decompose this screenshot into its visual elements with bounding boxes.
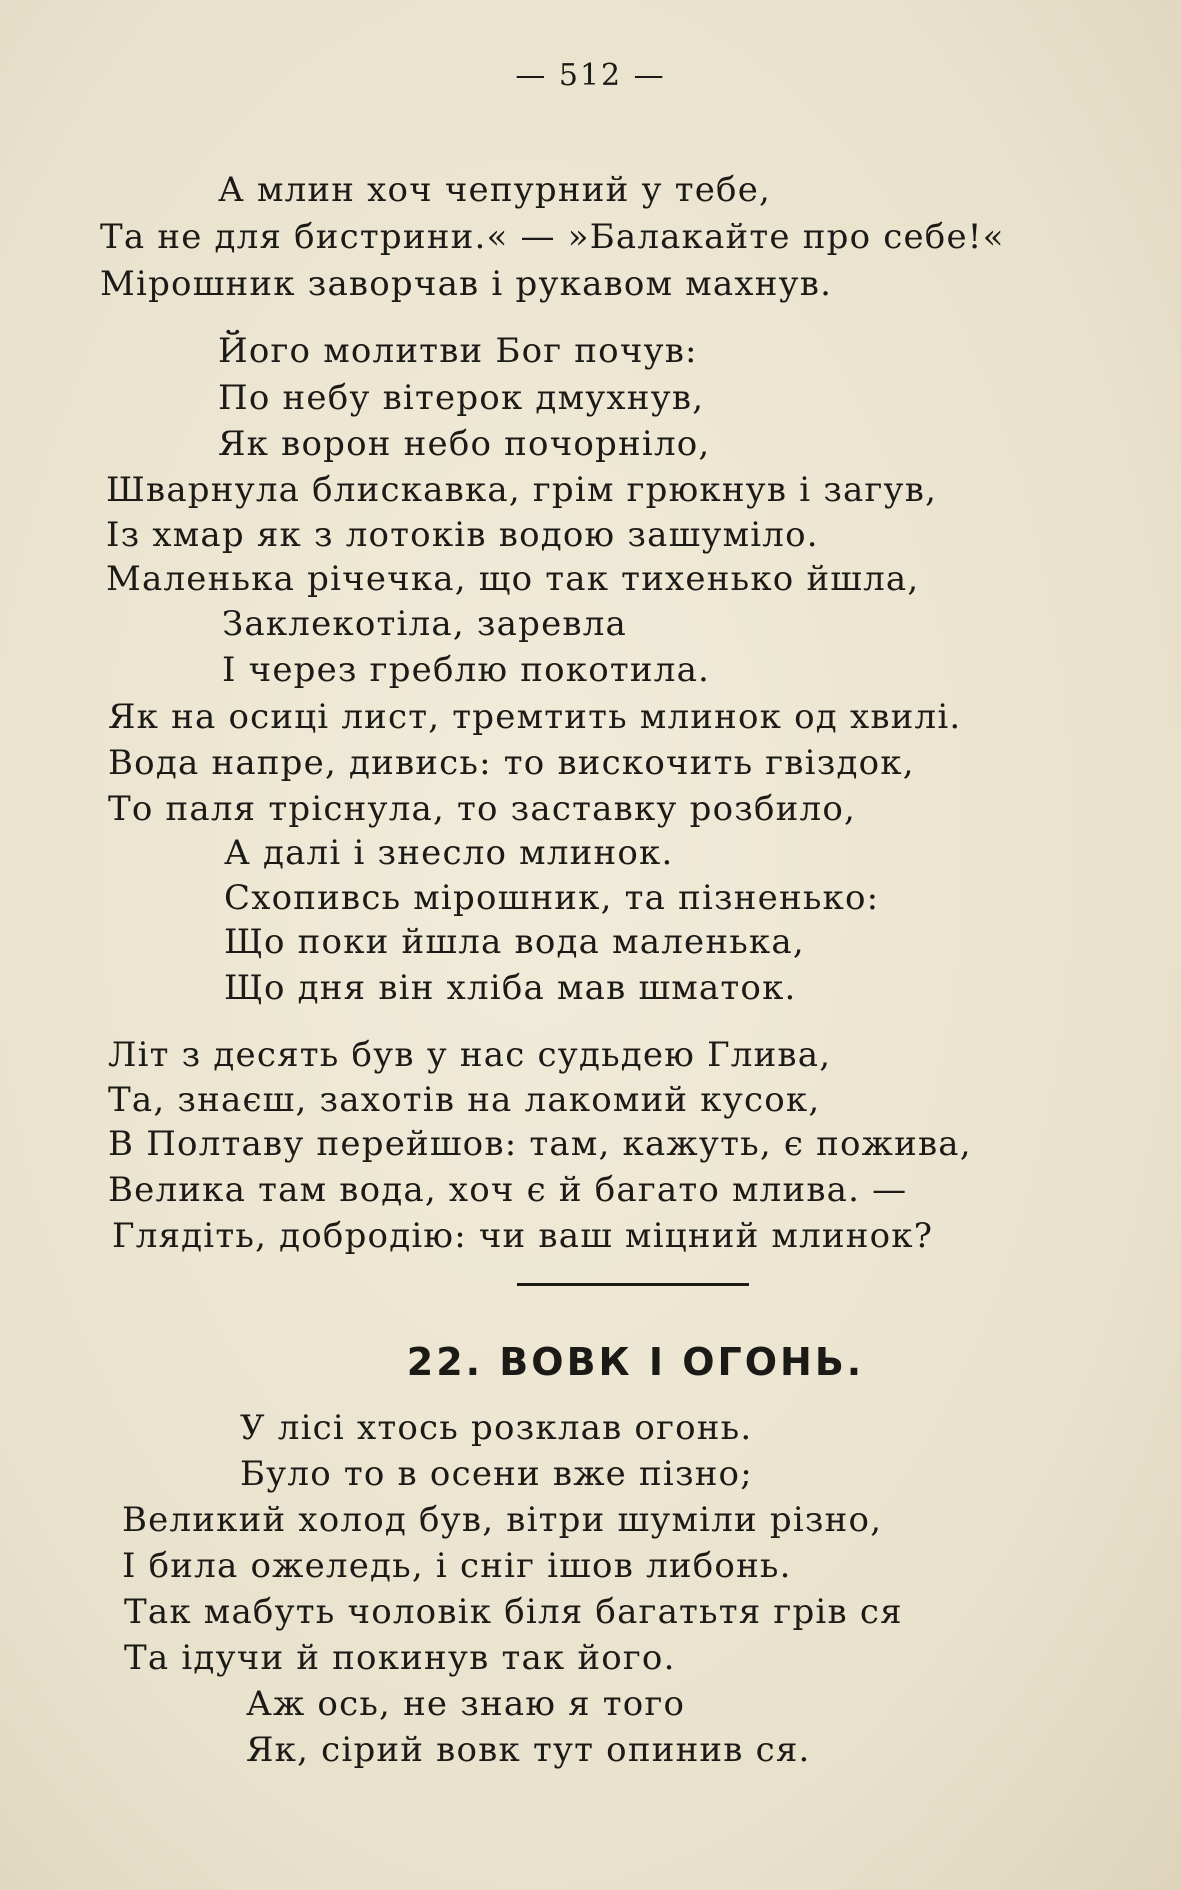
verse-line: Велика там вода, хоч є й багато млива. —: [108, 1170, 908, 1210]
verse-line: Та не для бистрини.« — »Балакайте про себе!«: [100, 217, 1005, 257]
verse-line: Маленька річечка, що так тихенько йшла,: [106, 559, 920, 599]
verse-line: Що дня він хліба мав шматок.: [224, 968, 797, 1008]
verse-line: Як на осиці лист, тремтить млинок од хвилі.: [108, 697, 962, 737]
verse-line: Літ з десять був у нас судьдею Глива,: [108, 1035, 832, 1075]
verse-line: Як, сірий вовк тут опинив ся.: [246, 1730, 811, 1770]
verse-line: Великий холод був, вітри шуміли різно,: [122, 1500, 883, 1540]
verse-line: Так мабуть чоловік біля багатьтя грів ся: [124, 1592, 903, 1632]
page-number: — 512 —: [515, 58, 666, 93]
verse-line: А млин хоч чепурний у тебе,: [218, 170, 772, 210]
verse-line: Мірошник заворчав і рукавом махнув.: [100, 264, 833, 304]
verse-line: Як ворон небо почорніло,: [218, 424, 711, 464]
verse-line: По небу вітерок дмухнув,: [218, 378, 705, 418]
verse-line: У лісі хтось розклав огонь.: [240, 1408, 753, 1448]
verse-line: В Полтаву перейшов: там, кажуть, є пожива,: [108, 1124, 972, 1164]
verse-line: Схопивсь мірошник, та пізненько:: [224, 878, 880, 918]
verse-line: І через греблю покотила.: [222, 650, 711, 690]
verse-line: Вода напре, дивись: то вискочить гвіздок,: [108, 743, 915, 783]
verse-line: Із хмар як з лотоків водою зашуміло.: [106, 515, 819, 555]
verse-line: Та, знаєш, захотів на лакомий кусок,: [108, 1080, 821, 1120]
verse-line: І била ожеледь, і сніг ішов либонь.: [122, 1546, 792, 1586]
verse-line: Його молитви Бог почув:: [218, 331, 698, 371]
verse-line: Що поки йшла вода маленька,: [224, 922, 805, 962]
verse-line: Заклекотіла, заревла: [222, 604, 628, 644]
verse-line: То паля тріснула, то заставку розбило,: [108, 789, 856, 829]
verse-line: Аж ось, не знаю я того: [246, 1684, 686, 1724]
poem-title: 22. ВОВК І ОГОНЬ.: [406, 1340, 865, 1384]
verse-line: Глядіть, добродію: чи ваш міцний млинок?: [112, 1216, 934, 1256]
section-divider: [517, 1283, 749, 1286]
verse-line: Та ідучи й покинув так його.: [124, 1638, 676, 1678]
verse-line: Шварнула блискавка, грім грюкнув і загув,: [106, 470, 938, 510]
verse-line: Було то в осени вже пізно;: [240, 1454, 753, 1494]
verse-line: А далі і знесло млинок.: [224, 833, 674, 873]
